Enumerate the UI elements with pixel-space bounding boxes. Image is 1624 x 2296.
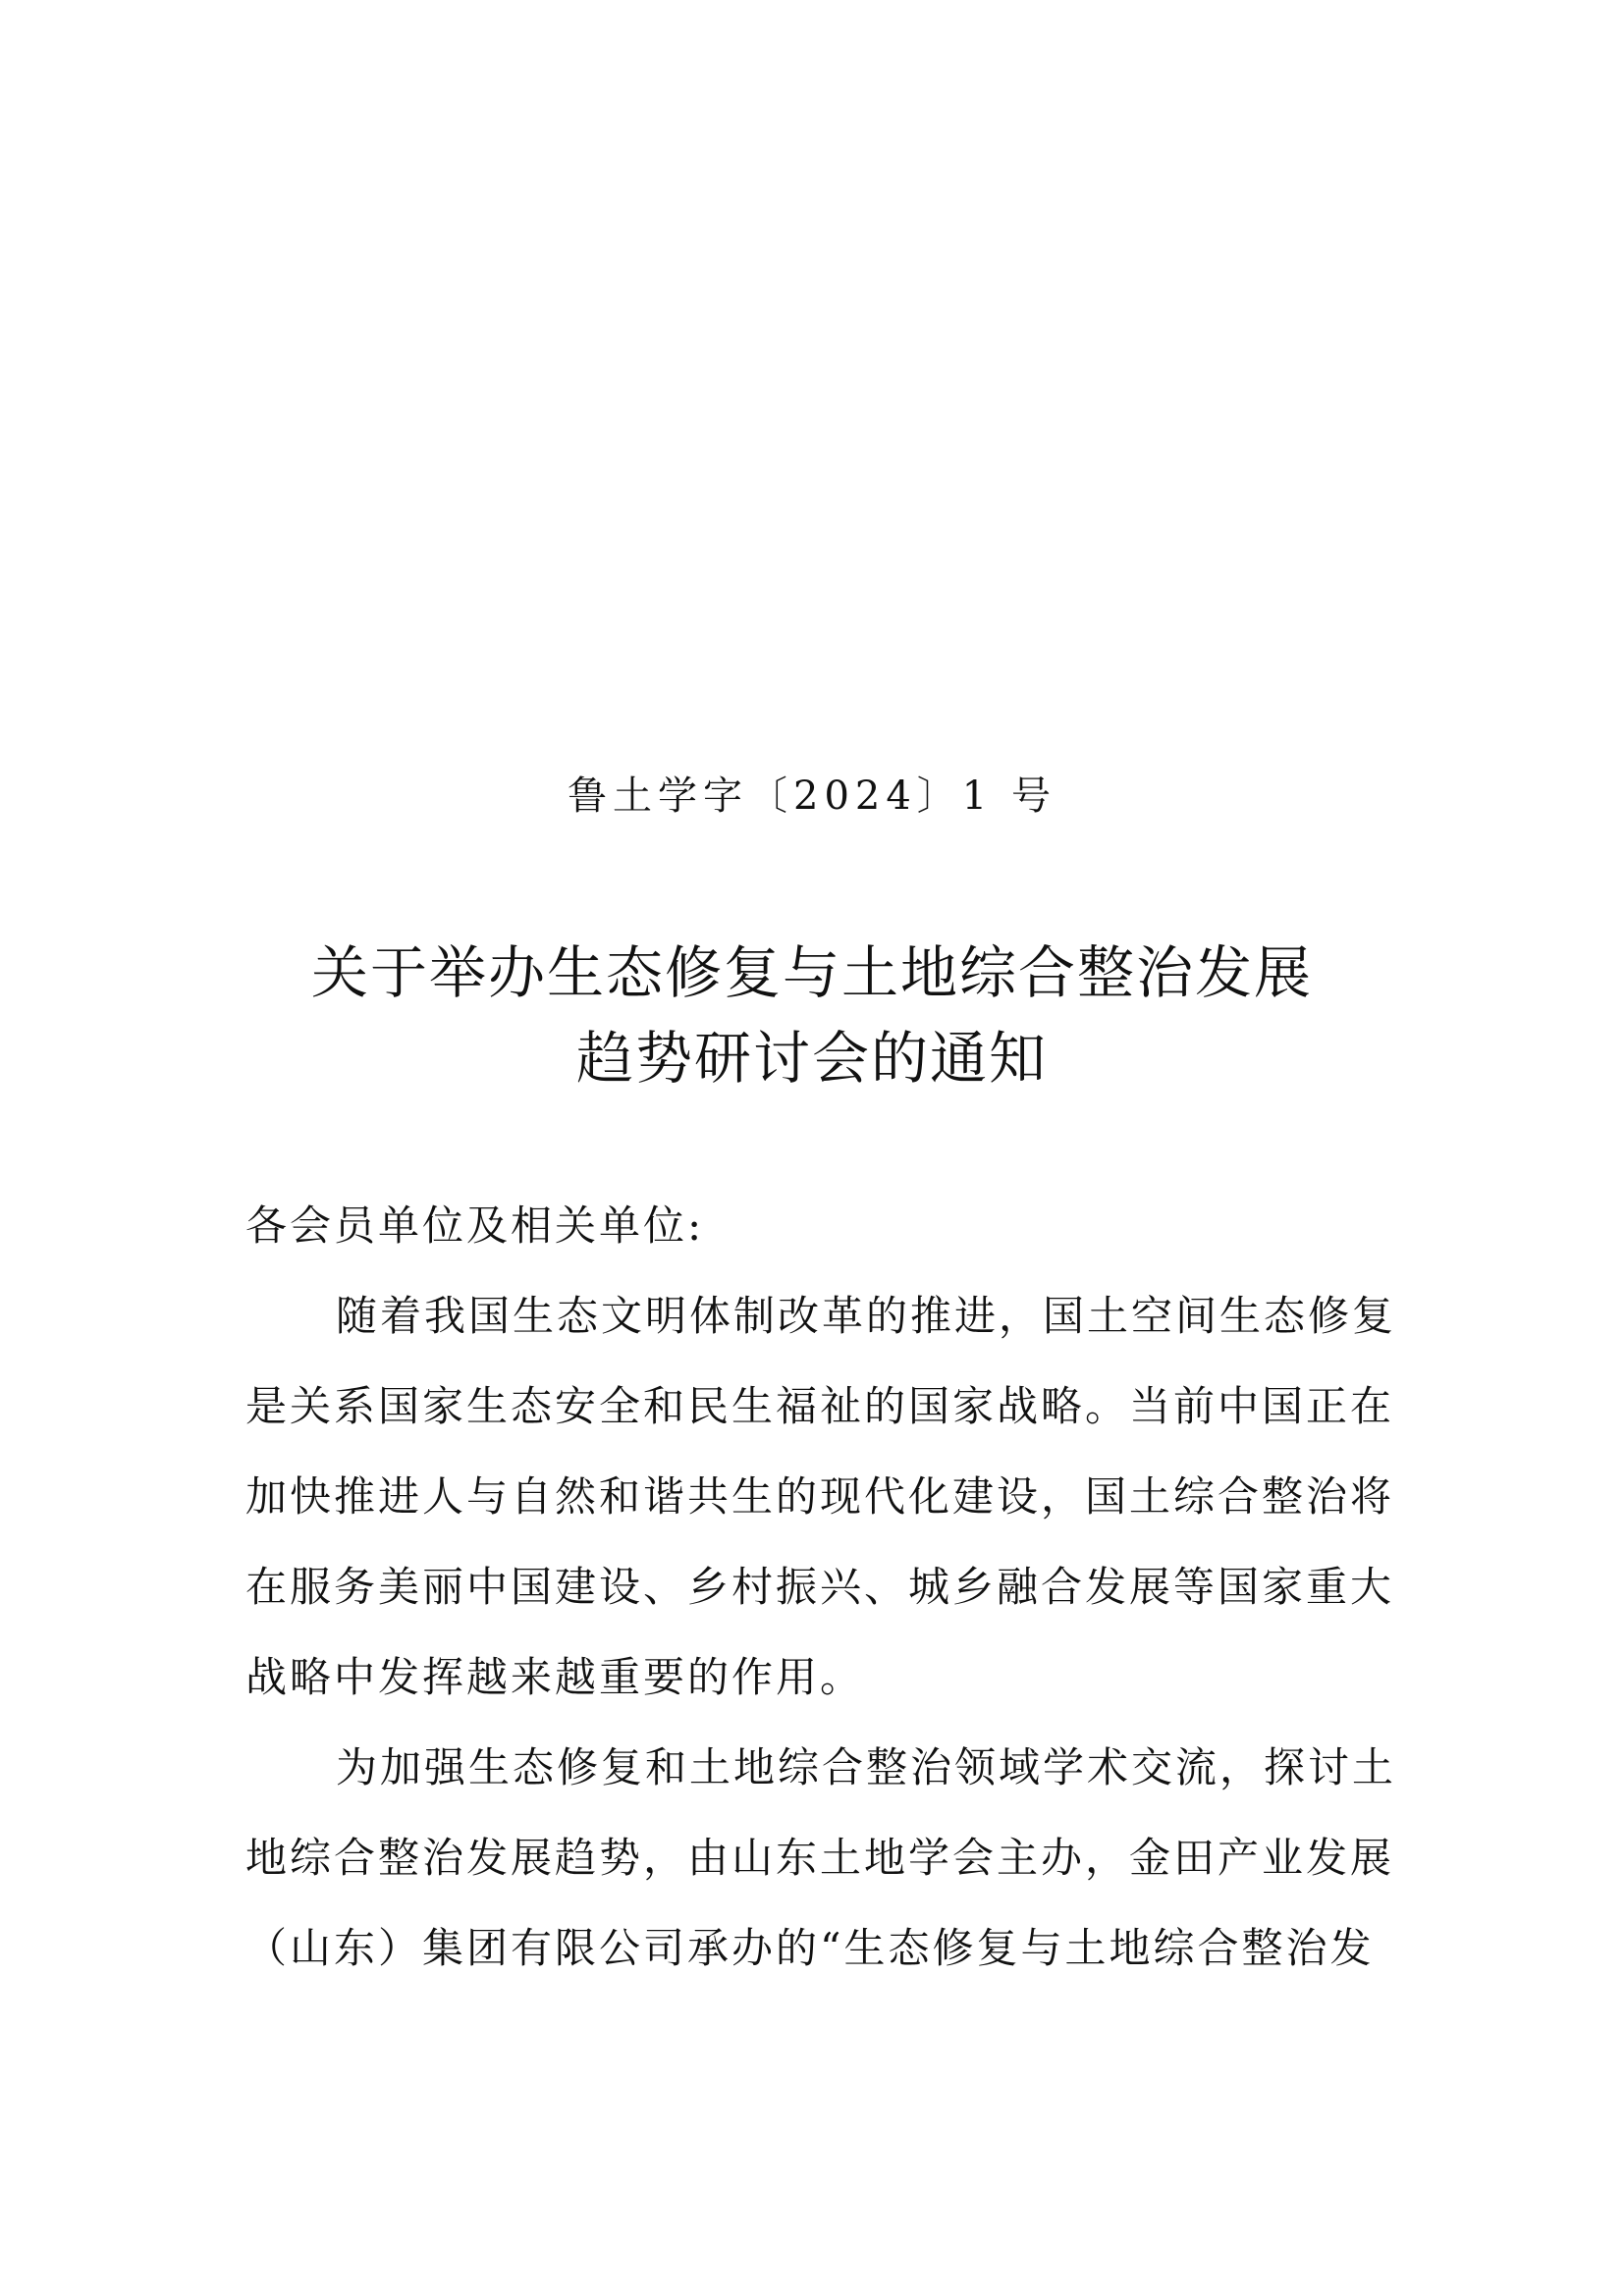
- paragraph-line: （山东）集团有限公司承办的“生态修复与土地综合整治发: [245, 1924, 1375, 1972]
- paragraph-line: 是关系国家生态安全和民生福祉的国家战略。当前中国正在: [245, 1382, 1395, 1430]
- paragraph-line: 在服务美丽中国建设、乡村振兴、城乡融合发展等国家重大: [245, 1563, 1395, 1611]
- salutation: 各会员单位及相关单位:: [245, 1201, 705, 1250]
- paragraph-line: 战略中发挥越来越重要的作用。: [245, 1653, 865, 1701]
- paragraph-line: 加快推进人与自然和谐共生的现代化建设，国土综合整治将: [245, 1472, 1395, 1521]
- title-line-2: 趋势研讨会的通知: [575, 1025, 1048, 1092]
- paragraph-line: 为加强生态修复和土地综合整治领域学术交流，探讨土: [336, 1743, 1397, 1791]
- title-line-1: 关于举办生态修复与土地综合整治发展: [310, 939, 1313, 1006]
- document-number: 鲁土学字〔2024〕1 号: [568, 774, 1056, 819]
- paragraph-2: [245, 1723, 1397, 1994]
- document-body: [245, 1181, 1397, 1994]
- paragraph-line: 随着我国生态文明体制改革的推进，国土空间生态修复: [336, 1292, 1397, 1340]
- document-title: [0, 931, 1624, 1101]
- paragraph-line: 地综合整治发展趋势，由山东土地学会主办，金田产业发展: [245, 1834, 1395, 1882]
- paragraph-1: [245, 1271, 1397, 1723]
